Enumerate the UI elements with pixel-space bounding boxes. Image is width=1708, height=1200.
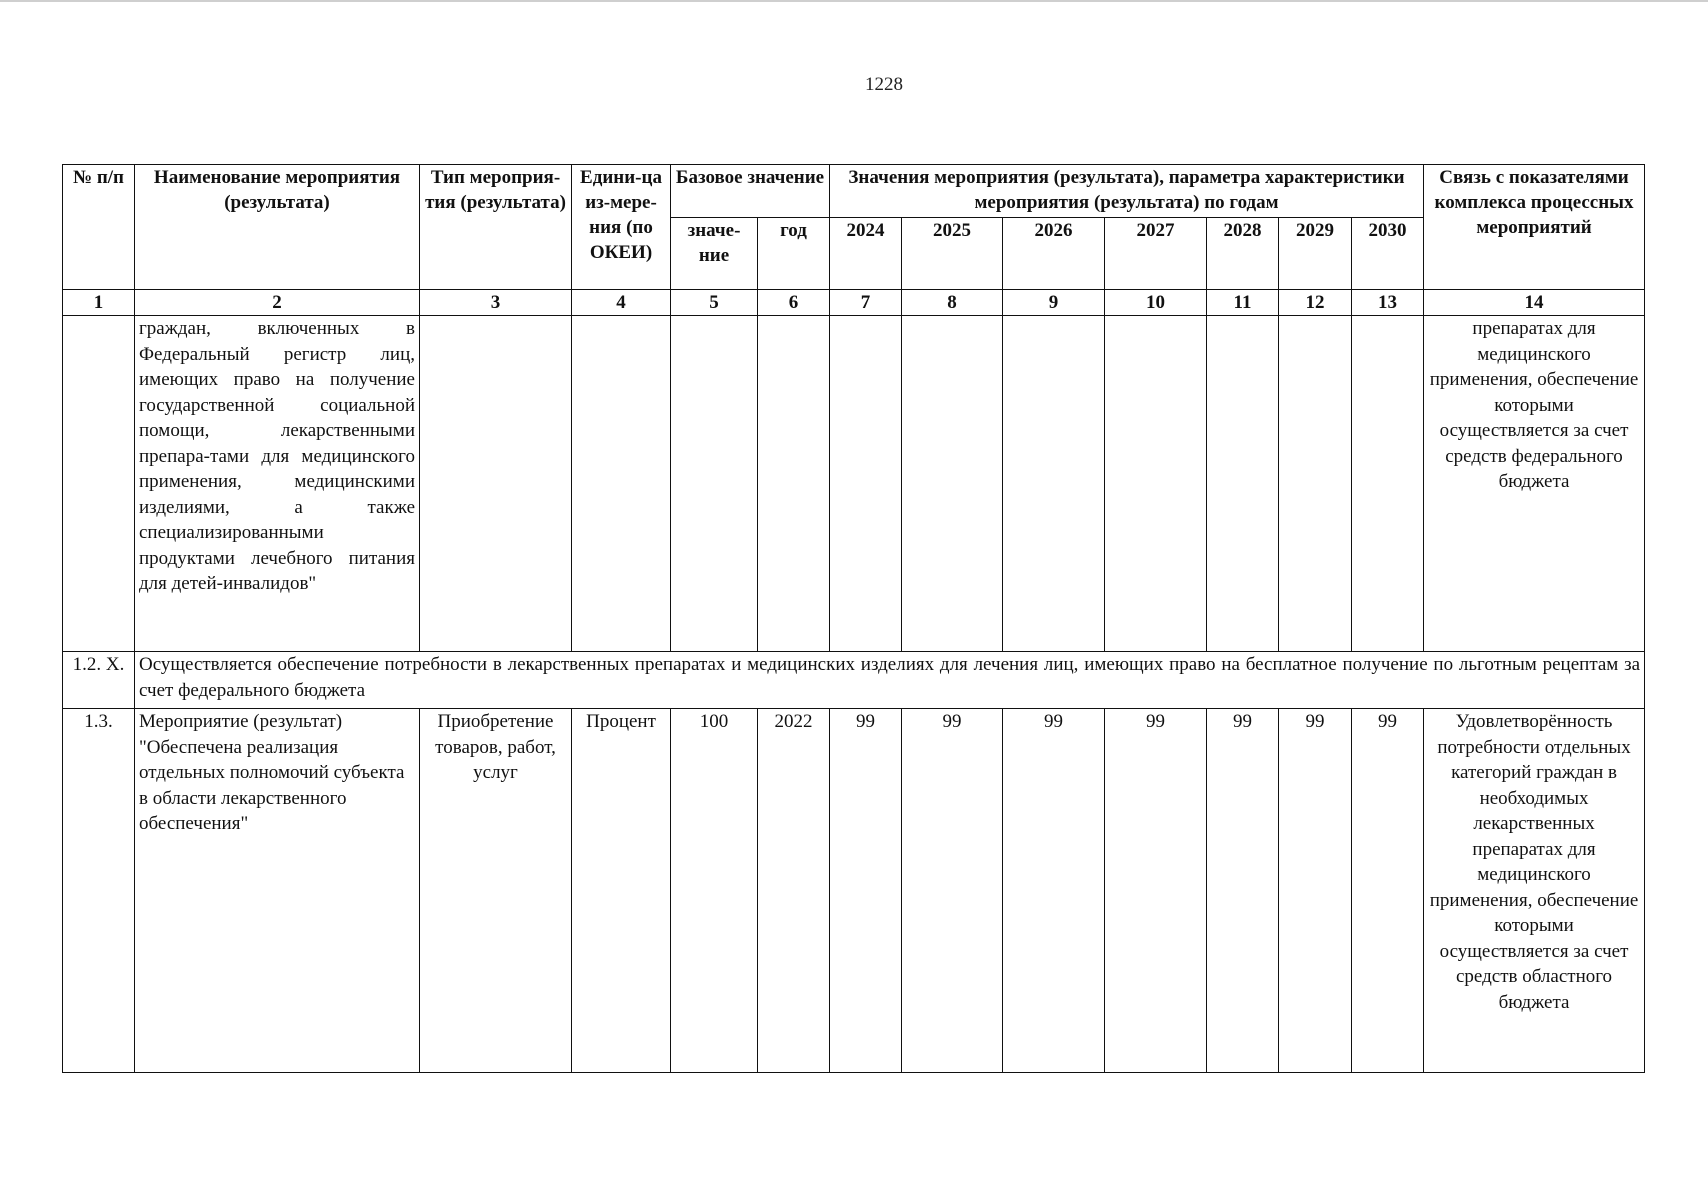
header-year: 2028 (1207, 218, 1279, 290)
cell-empty (902, 316, 1003, 652)
cell-empty (1105, 316, 1207, 652)
cell-value-2028: 99 (1207, 709, 1279, 1073)
cell-empty (420, 316, 572, 652)
column-number: 7 (830, 290, 902, 316)
column-number: 3 (420, 290, 572, 316)
header-year: 2027 (1105, 218, 1207, 290)
table-row-1-3 (63, 709, 1645, 1073)
cell-section-text: Осуществляется обеспечение потребности в лекарственных препаратах и медицинских изделиях для лечения лиц, имеющих право на бесплатное получение по льготным рецептам за счет федерального бюджета (135, 652, 1645, 709)
header-base: Базовое значение (671, 165, 830, 218)
cell-name-continuation: граждан, включенных в Федеральный регистр лиц, имеющих право на получение государственной социальной помощи, лекарственными препара-тами для медицинского применения, медицинскими изделиями, а также специализированными продуктами лечебного питания для детей-инвалидов" (135, 316, 420, 652)
column-number: 12 (1279, 290, 1352, 316)
cell-value-2026: 99 (1003, 709, 1105, 1073)
cell-section-number: 1.2. X. (63, 652, 135, 709)
header-values-by-year: Значения мероприятия (результата), параметра характеристики мероприятия (результата) по годам (830, 165, 1424, 218)
column-number: 6 (758, 290, 830, 316)
cell-type: Приобретение товаров, работ, услуг (420, 709, 572, 1073)
header-year: 2026 (1003, 218, 1105, 290)
column-number: 13 (1352, 290, 1424, 316)
column-number: 9 (1003, 290, 1105, 316)
cell-empty (758, 316, 830, 652)
cell-name: Мероприятие (результат) "Обеспечена реализация отдельных полномочий субъекта в области лекарственного обеспечения" (135, 709, 420, 1073)
cell-empty (830, 316, 902, 652)
header-year: 2030 (1352, 218, 1424, 290)
top-border-line (0, 0, 1708, 2)
header-year: 2024 (830, 218, 902, 290)
column-number: 11 (1207, 290, 1279, 316)
table-row-continuation (63, 316, 1645, 652)
column-number: 10 (1105, 290, 1207, 316)
cell-base-year: 2022 (758, 709, 830, 1073)
cell-number: 1.3. (63, 709, 135, 1073)
header-type: Тип мероприя-тия (результата) (420, 165, 572, 290)
cell-base-value: 100 (671, 709, 758, 1073)
cell-value-2025: 99 (902, 709, 1003, 1073)
cell-value-2029: 99 (1279, 709, 1352, 1073)
cell-empty (1003, 316, 1105, 652)
header-name: Наименование мероприятия (результата) (135, 165, 420, 290)
header-number: № п/п (63, 165, 135, 290)
cell-link-continuation: препаратах для медицинского применения, обеспечение которыми осуществляется за счет средств федерального бюджета (1424, 316, 1645, 652)
page-number: 1228 (865, 74, 903, 95)
cell-link: Удовлетворённость потребности отдельных категорий граждан в необходимых лекарственных препаратах для медицинского применения, обеспечение которыми осуществляется за счет средств областного бюджета (1424, 709, 1645, 1073)
cell-value-2030: 99 (1352, 709, 1424, 1073)
cell-value-2024: 99 (830, 709, 902, 1073)
column-number: 5 (671, 290, 758, 316)
column-number: 8 (902, 290, 1003, 316)
column-number: 4 (572, 290, 671, 316)
header-year: 2029 (1279, 218, 1352, 290)
header-row-1 (63, 165, 1645, 218)
cell-empty (1207, 316, 1279, 652)
header-base-year: год (758, 218, 830, 290)
cell-empty (671, 316, 758, 652)
column-numbers-row (63, 290, 1645, 316)
column-number: 2 (135, 290, 420, 316)
cell-empty (1279, 316, 1352, 652)
measures-table (62, 164, 1645, 1073)
column-number: 14 (1424, 290, 1645, 316)
column-number: 1 (63, 290, 135, 316)
cell-unit: Процент (572, 709, 671, 1073)
header-unit: Едини-ца из-мере-ния (по ОКЕИ) (572, 165, 671, 290)
header-year: 2025 (902, 218, 1003, 290)
header-base-value: значе-ние (671, 218, 758, 290)
cell-empty (1352, 316, 1424, 652)
cell-value-2027: 99 (1105, 709, 1207, 1073)
cell-number-empty (63, 316, 135, 652)
table-row-section-1-2 (63, 652, 1645, 709)
header-link: Связь с показателями комплекса процессных мероприятий (1424, 165, 1645, 290)
cell-empty (572, 316, 671, 652)
